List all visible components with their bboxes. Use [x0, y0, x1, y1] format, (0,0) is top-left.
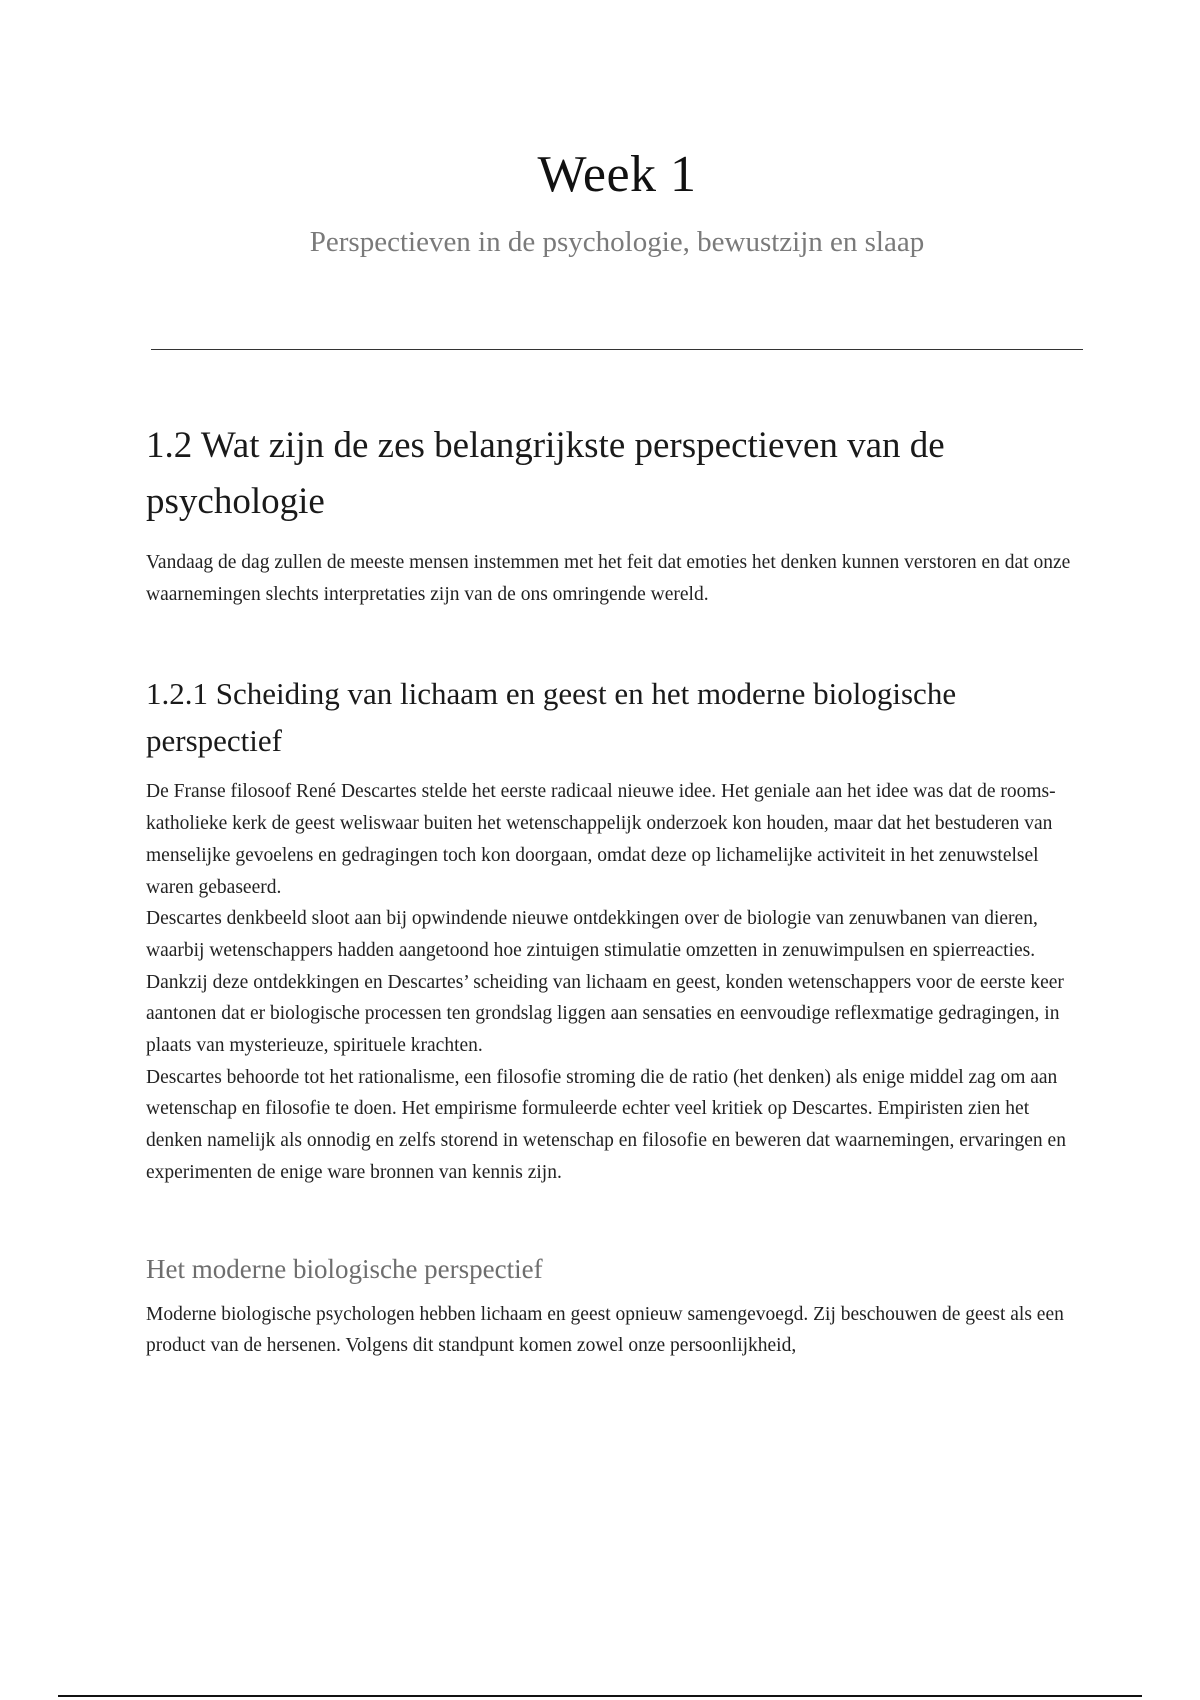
body-paragraph: De Franse filosoof René Descartes stelde het eerste radicaal nieuwe idee. Het geniale aan het idee was dat de rooms-katholieke kerk de geest weliswaar buiten het wetenschappelijk onderzoek kon houden, maar dat het bestuderen van menselijke gevoelens en gedragingen toch kon doorgaan, omdat deze op lichamelijke activiteit in het zenuwstelsel waren gebaseerd.	[146, 781, 1056, 898]
document-body	[146, 418, 1086, 1362]
footer-divider	[58, 1695, 1142, 1697]
section-heading: 1.2 Wat zijn de zes belangrijkste perspectieven van de psychologie	[146, 425, 945, 522]
page-title: Week 1	[537, 146, 697, 203]
section-intro-paragraph: Vandaag de dag zullen de meeste mensen instemmen met het feit dat emoties het denken kunnen verstoren en dat onze waarnemingen slechts interpretaties zijn van de ons omringende wereld.	[146, 552, 1071, 605]
minor-heading: Het moderne biologische perspectief	[146, 1253, 543, 1284]
body-paragraph: Moderne biologische psychologen hebben lichaam en geest opnieuw samengevoegd. Zij beschouwen de geest als een product van de hersenen. Volgens dit standpunt komen zowel onze persoonlijkheid,	[146, 1303, 1064, 1357]
body-paragraph: Descartes denkbeeld sloot aan bij opwindende nieuwe ontdekkingen over de biologie van zenuwbanen van dieren, waarbij wetenschappers hadden aangetoond hoe zintuigen stimulatie omzetten in zenuwimpulsen en spierreacties. Dankzij deze ontdekkingen en Descartes’ scheiding van lichaam en geest, konden wetenschappers voor de eerste keer aantonen dat er biologische processen ten grondslag liggen aan sensaties en eenvoudige reflexmatige gedragingen, in plaats van mysterieuze, spirituele krachten.	[146, 908, 1064, 1057]
body-paragraph: Descartes behoorde tot het rationalisme, een filosofie stroming die de ratio (het denken) als enige middel zag om aan wetenschap en filosofie te doen. Het empirisme formuleerde echter veel kritiek op Descartes. Empiristen zien het denken namelijk als onnodig en zelfs storend in wetenschap en filosofie en beweren dat waarnemingen, ervaringen en experimenten de enige ware bronnen van kennis zijn.	[146, 1066, 1066, 1183]
title-divider	[151, 349, 1083, 350]
subsection-heading: 1.2.1 Scheiding van lichaam en geest en het moderne biologische perspectief	[146, 676, 957, 759]
page-subtitle: Perspectieven in de psychologie, bewustzijn en slaap	[309, 226, 925, 258]
